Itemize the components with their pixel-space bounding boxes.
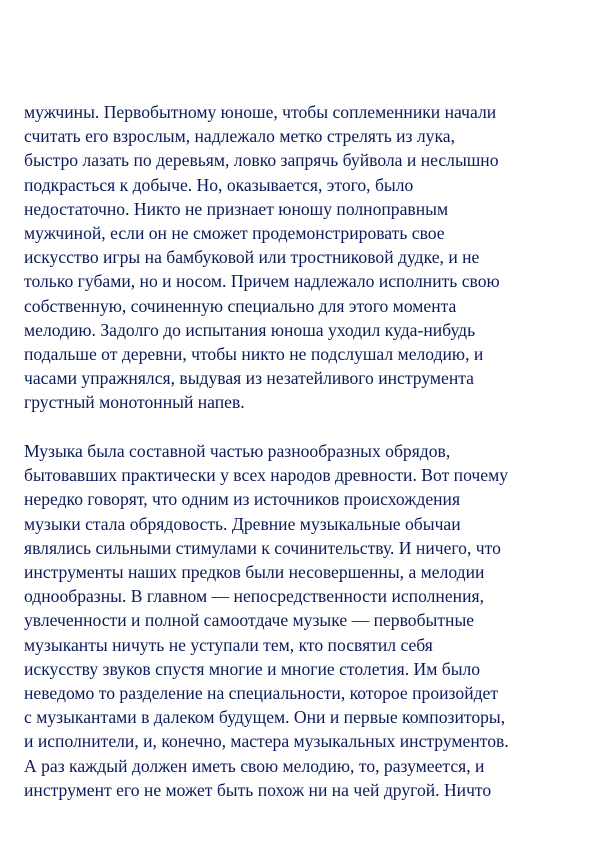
paragraph-1-line: недостаточно. Никто не признает юношу полноправным xyxy=(24,198,449,219)
paragraph-1 xyxy=(24,100,569,415)
paragraph-1-line: грустный монотонный напев. xyxy=(24,392,245,413)
paragraph-2-line: нередко говорят, что одним из источников происхождения xyxy=(24,489,461,510)
paragraph-2-line: инструменты наших предков были несовершенны, а мелодии xyxy=(24,562,485,583)
paragraph-1-line: только губами, но и носом. Причем надлежало исполнить свою xyxy=(24,271,500,292)
paragraph-2-line: увлеченности и полной самоотдаче музыке — первобытные xyxy=(24,610,475,631)
paragraph-2-line: бытовавших практически у всех народов древности. Вот почему xyxy=(24,465,508,486)
paragraph-1-line: быстро лазать по деревьям, ловко запрячь буйвола и неслышно xyxy=(24,150,499,171)
paragraph-2-line: А раз каждый должен иметь свою мелодию, то, разумеется, и xyxy=(24,755,485,776)
paragraph-1-line: подальше от деревни, чтобы никто не подслушал мелодию, и xyxy=(24,344,484,365)
paragraph-2-line: и исполнители, и, конечно, мастера музыкальных инструментов. xyxy=(24,731,509,752)
paragraph-2-line: инструмент его не может быть похож ни на чей другой. Ничто xyxy=(24,779,492,800)
paragraph-1-line: подкрасться к добыче. Но, оказывается, этого, было xyxy=(24,174,414,195)
paragraph-1-line: мужчины. Первобытному юноше, чтобы соплеменники начали xyxy=(24,102,497,122)
paragraph-2-line: музыканты ничуть не уступали тем, кто посвятил себя xyxy=(24,634,433,655)
paragraph-2 xyxy=(24,439,569,802)
paragraph-1-line: считать его взрослым, надлежало метко стрелять из лука, xyxy=(24,126,455,147)
paragraph-2-line: музыки стала обрядовость. Древние музыкальные обычаи xyxy=(24,513,461,534)
paragraph-2-line: с музыкантами в далеком будущем. Они и первые композиторы, xyxy=(24,707,506,728)
paragraph-1-line: собственную, сочиненную специально для этого момента xyxy=(24,295,457,316)
paragraph-1-line: мужчиной, если он не сможет продемонстрировать свое xyxy=(24,223,445,244)
paragraph-1-line: искусство игры на бамбуковой или тростниковой дудке, и не xyxy=(24,247,480,268)
paragraph-1-line: часами упражнялся, выдувая из незатейливого инструмента xyxy=(24,368,474,389)
paragraph-2-line: неведомо то разделение на специальности, которое произойдет xyxy=(24,683,499,704)
paragraph-1-line: мелодию. Задолго до испытания юноша уходил куда-нибудь xyxy=(24,319,476,340)
paragraph-2-line: являлись сильными стимулами к сочинительству. И ничего, что xyxy=(24,537,501,558)
paragraph-2-line: Музыка была составной частью разнообразных обрядов, xyxy=(24,441,451,461)
paragraph-2-line: искусству звуков спустя многие и многие столетия. Им было xyxy=(24,658,481,679)
paragraph-2-line: однообразны. В главном — непосредственности исполнения, xyxy=(24,586,484,607)
